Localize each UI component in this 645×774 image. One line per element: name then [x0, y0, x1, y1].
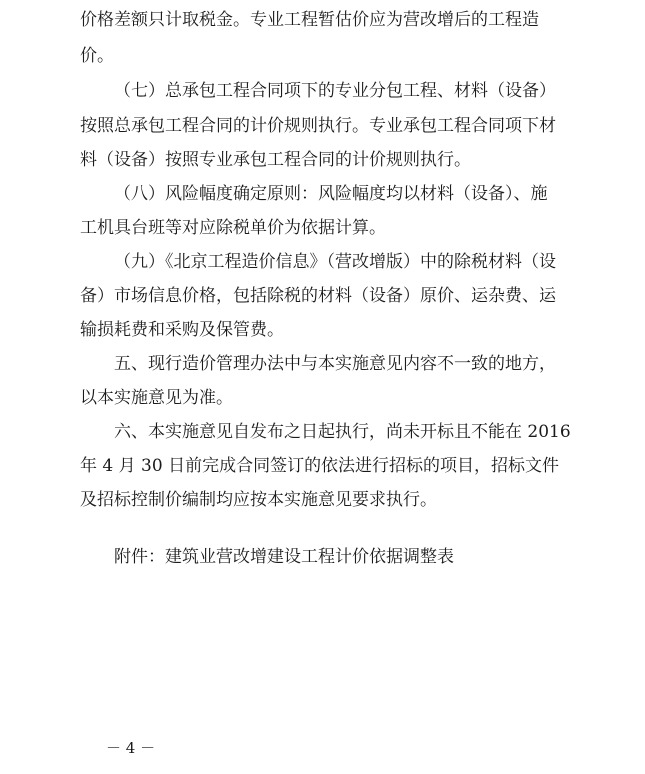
text-line: 价。 — [80, 46, 114, 66]
text-line: 按照总承包工程合同的计价规则执行。专业承包工程合同项下材 — [80, 116, 556, 136]
clause-9-first-line: （九）《北京工程造价信息》（营改增版）中的除税材料（设 — [114, 252, 556, 272]
text-line: 价格差额只计取税金。专业工程暂估价应为营改增后的工程造 — [80, 10, 539, 30]
section-6-first-line: 六、本实施意见自发布之日起执行，尚未开标且不能在 2016 — [114, 422, 571, 442]
section-5-first-line: 五、现行造价管理办法中与本实施意见内容不一致的地方， — [114, 354, 556, 374]
clause-7-first-line: （七）总承包工程合同项下的专业分包工程、材料（设备） — [114, 81, 556, 101]
text-line: 年 4 月 30 日前完成合同签订的依法进行招标的项目，招标文件 — [80, 456, 560, 476]
clause-8-first-line: （八）风险幅度确定原则：风险幅度均以材料（设备）、施 — [114, 184, 548, 204]
text-line: 工机具台班等对应除税单价为依据计算。 — [80, 218, 386, 238]
text-line: 料（设备）按照专业承包工程合同的计价规则执行。 — [80, 150, 471, 170]
text-line: 输损耗费和采购及保管费。 — [80, 320, 284, 340]
attachment-line: 附件：建筑业营改增建设工程计价依据调整表 — [114, 547, 454, 567]
text-line: 及招标控制价编制均应按本实施意见要求执行。 — [80, 490, 437, 510]
text-line: 以本实施意见为准。 — [80, 388, 233, 408]
page-number: － 4 － — [106, 739, 156, 757]
text-line: 备）市场信息价格，包括除税的材料（设备）原价、运杂费、运 — [80, 286, 556, 306]
